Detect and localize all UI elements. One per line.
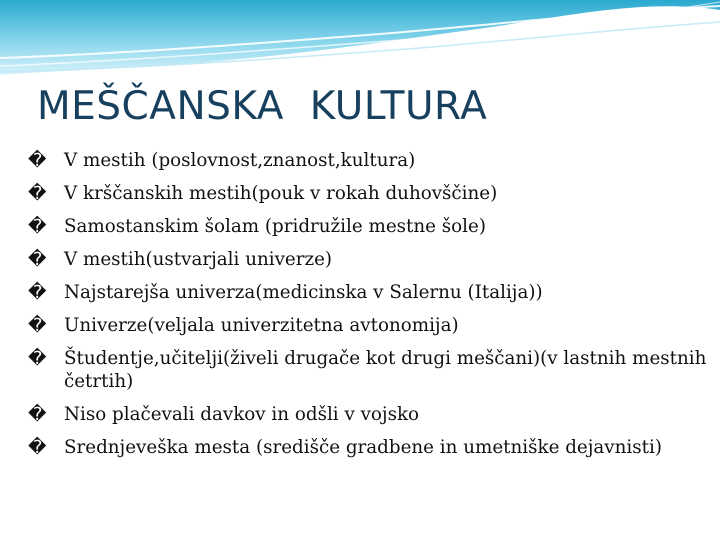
bullet-item <box>28 249 708 272</box>
bullet-item <box>28 150 708 173</box>
bullet-text: Srednjeveška mesta (središče gradbene in umetniške dejavnisti) <box>64 436 662 458</box>
bullet-glyph-icon: � <box>28 348 47 369</box>
wave-header-decoration <box>0 0 720 90</box>
bullet-item <box>28 437 708 460</box>
bullet-text: V mestih (poslovnost,znanost,kultura) <box>64 150 416 171</box>
bullet-item <box>28 216 708 239</box>
bullet-text: Študentje,učitelji(živeli drugače kot drugi meščani)(v lastnih mestnih četrtih) <box>64 348 707 392</box>
bullet-text: V mestih(ustvarjali univerze) <box>64 249 333 270</box>
bullet-glyph-icon: � <box>28 150 47 171</box>
bullet-glyph-icon: � <box>28 216 47 237</box>
bullet-glyph-icon: � <box>28 249 47 270</box>
bullet-glyph-icon: � <box>28 183 47 204</box>
bullet-glyph-icon: � <box>28 403 47 425</box>
bullet-glyph-icon: � <box>28 282 47 303</box>
bullet-glyph-icon: � <box>28 315 47 336</box>
bullet-text: Najstarejša univerza(medicinska v Salernu (Italija)) <box>64 282 543 303</box>
slide-title: MEŠČANSKA KULTURA <box>37 84 488 129</box>
bullet-text: V krščanskih mestih(pouk v rokah duhovščine) <box>64 183 498 204</box>
bullet-item <box>28 348 708 393</box>
bullet-glyph-icon: � <box>28 436 47 458</box>
bullet-text: Niso plačevali davkov in odšli v vojsko <box>64 403 420 425</box>
bullet-text: Univerze(veljala univerzitetna avtonomija) <box>64 315 459 336</box>
bullet-item <box>28 282 708 305</box>
bullet-text: Samostanskim šolam (pridružile mestne šole) <box>64 216 486 237</box>
bullet-list <box>28 150 708 470</box>
bullet-item <box>28 183 708 206</box>
bullet-item <box>28 404 708 427</box>
bullet-item <box>28 315 708 338</box>
